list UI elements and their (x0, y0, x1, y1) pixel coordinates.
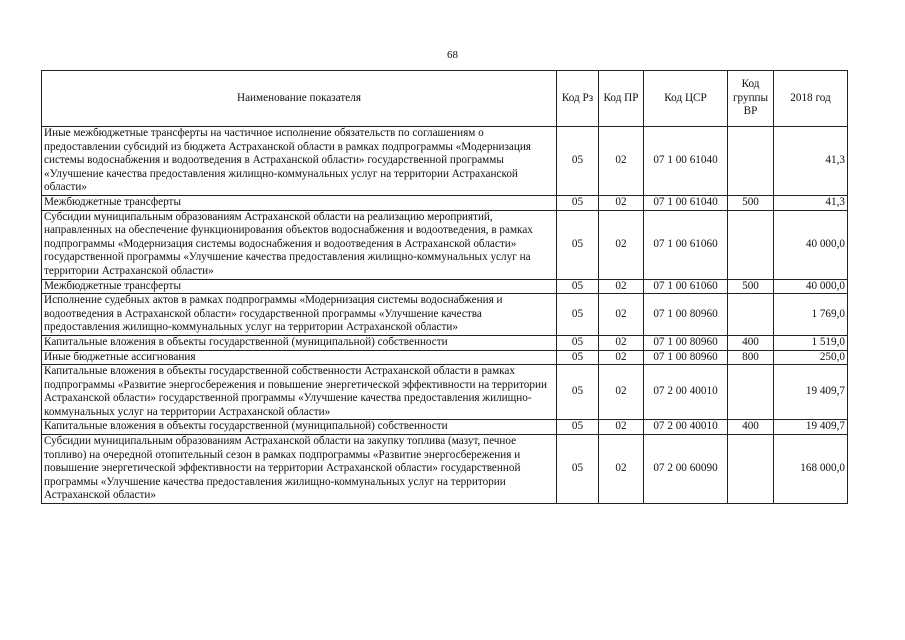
header-year: 2018 год (774, 71, 848, 127)
table-header-row (42, 71, 848, 127)
table-row (42, 365, 848, 420)
row-rz: 05 (557, 210, 599, 279)
row-pr: 02 (599, 435, 644, 504)
row-pr: 02 (599, 350, 644, 365)
row-vr: 800 (728, 350, 774, 365)
row-name: Межбюджетные трансферты (42, 279, 557, 294)
table-row (42, 127, 848, 196)
row-csr: 07 1 00 80960 (644, 335, 728, 350)
header-pr: Код ПР (599, 71, 644, 127)
row-csr: 07 1 00 61060 (644, 210, 728, 279)
row-rz: 05 (557, 365, 599, 420)
row-vr (728, 294, 774, 336)
row-amount: 19 409,7 (774, 365, 848, 420)
row-csr: 07 1 00 61060 (644, 279, 728, 294)
row-pr: 02 (599, 279, 644, 294)
table-row (42, 294, 848, 336)
row-pr: 02 (599, 210, 644, 279)
row-name: Межбюджетные трансферты (42, 195, 557, 210)
row-amount: 40 000,0 (774, 210, 848, 279)
row-amount: 1 519,0 (774, 335, 848, 350)
row-csr: 07 1 00 61040 (644, 127, 728, 196)
row-vr (728, 435, 774, 504)
row-rz: 05 (557, 435, 599, 504)
row-amount: 168 000,0 (774, 435, 848, 504)
row-name: Иные бюджетные ассигнования (42, 350, 557, 365)
row-name: Капитальные вложения в объекты государственной (муниципальной) собственности (42, 420, 557, 435)
row-csr: 07 2 00 60090 (644, 435, 728, 504)
header-rz: Код Рз (557, 71, 599, 127)
table-row (42, 335, 848, 350)
row-rz: 05 (557, 350, 599, 365)
row-amount: 41,3 (774, 127, 848, 196)
row-vr: 400 (728, 335, 774, 350)
header-name: Наименование показателя (42, 71, 557, 127)
row-rz: 05 (557, 335, 599, 350)
row-name: Исполнение судебных актов в рамках подпрограммы «Модернизация системы водоснабжения и водоотведения в Астраханской области» государственной программы «Улучшение качества предоставления жилищно-коммунальных услуг на территории Астраханской области» (42, 294, 557, 336)
header-vr: Код группы ВР (728, 71, 774, 127)
budget-table (41, 70, 848, 504)
row-amount: 40 000,0 (774, 279, 848, 294)
row-pr: 02 (599, 365, 644, 420)
row-vr: 400 (728, 420, 774, 435)
table-row (42, 420, 848, 435)
row-amount: 250,0 (774, 350, 848, 365)
row-rz: 05 (557, 420, 599, 435)
row-name: Субсидии муниципальным образованиям Астраханской области на реализацию мероприятий, направленных на обеспечение функционирования объектов водоснабжения и водоотведения, в рамках подпрограммы «Модернизация системы водоснабжения и водоотведения в Астраханской области» государственной программы «Улучшение качества предоставления жилищно-коммунальных услуг на территории Астраханской области» (42, 210, 557, 279)
row-name: Капитальные вложения в объекты государственной собственности Астраханской области в рамках подпрограммы «Развитие энергосбережения и повышение энергетической эффективности на территории Астраханской области» государственной программы «Улучшение качества предоставления жилищно-коммунальных услуг на территории Астраханской области» (42, 365, 557, 420)
page-number: 68 (447, 49, 458, 61)
row-pr: 02 (599, 294, 644, 336)
row-amount: 1 769,0 (774, 294, 848, 336)
row-csr: 07 2 00 40010 (644, 420, 728, 435)
row-csr: 07 2 00 40010 (644, 365, 728, 420)
row-pr: 02 (599, 335, 644, 350)
row-pr: 02 (599, 127, 644, 196)
row-rz: 05 (557, 195, 599, 210)
table-row (42, 279, 848, 294)
table-row (42, 210, 848, 279)
header-csr: Код ЦСР (644, 71, 728, 127)
row-csr: 07 1 00 61040 (644, 195, 728, 210)
row-vr: 500 (728, 195, 774, 210)
table-row (42, 350, 848, 365)
row-pr: 02 (599, 195, 644, 210)
row-vr (728, 127, 774, 196)
row-rz: 05 (557, 294, 599, 336)
row-rz: 05 (557, 127, 599, 196)
table-row (42, 435, 848, 504)
table-row (42, 195, 848, 210)
row-vr (728, 365, 774, 420)
row-name: Субсидии муниципальным образованиям Астраханской области на закупку топлива (мазут, печное топливо) на очередной отопительный сезон в рамках подпрограммы «Развитие энергосбережения и повышение энергетической эффективности на территории Астраханской области» государственной программы «Улучшение качества предоставления жилищно-коммунальных услуг на территории Астраханской области» (42, 435, 557, 504)
row-amount: 41,3 (774, 195, 848, 210)
row-vr (728, 210, 774, 279)
row-amount: 19 409,7 (774, 420, 848, 435)
row-csr: 07 1 00 80960 (644, 294, 728, 336)
row-pr: 02 (599, 420, 644, 435)
row-name: Капитальные вложения в объекты государственной (муниципальной) собственности (42, 335, 557, 350)
row-vr: 500 (728, 279, 774, 294)
row-name: Иные межбюджетные трансферты на частичное исполнение обязательств по соглашениям о предоставлении субсидий из бюджета Астраханской области в рамках подпрограммы «Модернизация системы водоснабжения и водоотведения в Астраханской области» государственной программы «Улучшение качества предоставления жилищно-коммунальных услуг на территории Астраханской области» (42, 127, 557, 196)
row-rz: 05 (557, 279, 599, 294)
row-csr: 07 1 00 80960 (644, 350, 728, 365)
